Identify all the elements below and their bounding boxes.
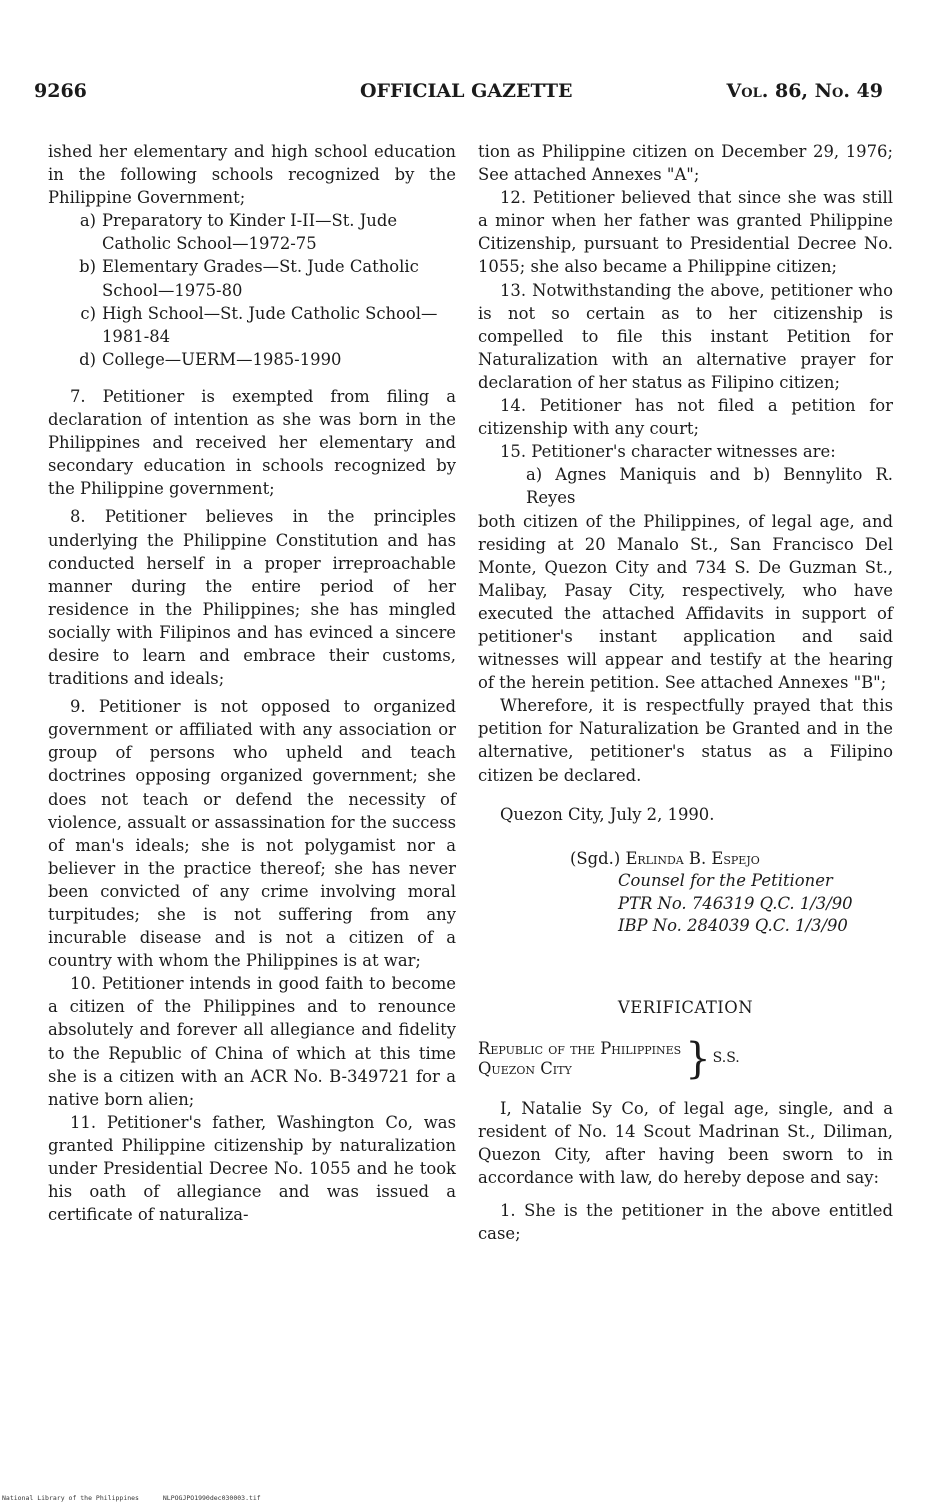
paragraph-12: 12. Petitioner believed that since she was still a minor when her father was granted Philippine Citizenship, pursuant to Presidential Decree No. 1055; she also became a Philippine citizen; [478, 188, 893, 277]
witness-details: both citizen of the Philippines, of legal age, and residing at 20 Manalo St., San Francisco Del Monte, Quezon City and 734 S. De Guzman St., Malibay, Pasay City, respectively, who have executed the attached Affidavits in support of petitioner's instant application and said witnesses will appear and testify at the hearing of the herein petition. See attached Annexes "B"; [478, 511, 893, 693]
paragraph-11: 11. Petitioner's father, Washington Co, was granted Philippine citizenship by naturalization under Presidential Decree No. 1055 and he took his oath of allegiance and was issued a certificate of naturaliza- [48, 1112, 456, 1225]
ptr-number: PTR No. 746319 Q.C. 1/3/90 [618, 893, 853, 913]
paragraph-8: 8. Petitioner believes in the principles underlying the Philippine Constitution and has conducted herself in a proper irreproachable manner during the entire period of her residence in the Philippines; she has mingled socially with Filipinos and has evinced a sincere desire to learn and embrace their customs, traditions and ideals; [48, 507, 456, 689]
school-item [48, 348, 456, 371]
scan-footer [2, 1494, 281, 1502]
ibp-number: IBP No. 284039 Q.C. 1/3/90 [618, 916, 848, 936]
school-label: d) [79, 349, 96, 369]
paragraph-11-continued: tion as Philippine citizen on December 29, 1976; See attached Annexes "A"; [478, 142, 893, 185]
prayer-paragraph: Wherefore, it is respectfully prayed that this petition for Naturalization be Granted and in the alternative, petitioner's status as a Filipino citizen be declared. [478, 696, 893, 785]
school-text: Preparatory to Kinder I-II—St. Jude Catholic School—1972-75 [102, 211, 398, 254]
school-item [48, 302, 456, 348]
signature-block [478, 848, 893, 938]
footer-library: National Library of the Philippines [2, 1494, 139, 1502]
witness-names: a) Agnes Maniquis and b) Bennylito R. Reyes [526, 465, 893, 508]
page-number: 9266 [34, 80, 87, 102]
school-text: Elementary Grades—St. Jude Catholic School—1975-80 [102, 257, 419, 300]
school-list [48, 209, 456, 371]
paragraph-15: 15. Petitioner's character witnesses are: [500, 442, 836, 462]
gazette-title: OFFICIAL GAZETTE [360, 80, 573, 102]
brace-icon: } [685, 1034, 711, 1083]
footer-file-ref: NLPOGJPO1990dec030003.tif [162, 1494, 261, 1502]
school-text: College—UERM—1985-1990 [102, 349, 342, 369]
counsel-name: Erlinda B. Espejo [625, 848, 760, 868]
left-column [48, 140, 456, 1226]
venue-block [478, 1034, 893, 1083]
venue-city: Quezon City [478, 1058, 572, 1078]
school-text: High School—St. Jude Catholic School—1981-84 [102, 303, 438, 346]
paragraph-9: 9. Petitioner is not opposed to organized government or affiliated with any association or group of persons who upheld and teach doctrines opposing organized government; she does not teach or defend the necessity of violence, assualt or assassination for the success of man's ideals; she is not polygamist nor a believer in the practice thereof; she has never been convicted of any crime involving moral turpitudes; she is not suffering from any incurable disease and is not a citizen of a country with whom the Philippines is at war; [48, 697, 456, 971]
paragraph-7: 7. Petitioner is exempted from filing a declaration of intention as she was born in the Philippines and received her elementary and secondary education in schools recognized by the Philippine government; [48, 386, 456, 499]
venue-republic: Republic of the Philippines [478, 1038, 682, 1058]
venue-lines [478, 1039, 681, 1079]
volume-number: Vol. 86, No. 49 [726, 80, 883, 102]
school-item [48, 255, 456, 301]
signed-marker: (Sgd.) [570, 848, 621, 868]
school-label: a) [79, 211, 96, 231]
school-item [48, 209, 456, 255]
paragraph-intro: ished her elementary and high school education in the following schools recognized by the Philippine Government; [48, 142, 456, 208]
affiant-intro: I, Natalie Sy Co, of legal age, single, and a resident of No. 14 Scout Madrinan St., Diliman, Quezon City, after having been sworn to in accordance with law, do hereby depose and say: [478, 1098, 893, 1188]
signature-name-line [570, 848, 893, 871]
venue-ss: S.S. [712, 1050, 740, 1067]
paragraph-10: 10. Petitioner intends in good faith to become a citizen of the Philippines and to renounce absolutely and forever all allegiance and fidelity to the Republic of China of which at this time she is a citizen with an ACR No. B-349721 for a native born alien; [48, 974, 456, 1109]
paragraph-13: 13. Notwithstanding the above, petitioner who is not so certain as to her citizenship is compelled to file this instant Petition for Naturalization with an alternative prayer for declaration of her status as Filipino citizen; [478, 280, 893, 392]
verification-heading: VERIFICATION [617, 997, 754, 1017]
school-label: b) [79, 257, 96, 277]
right-column [478, 140, 893, 1245]
school-label: c) [80, 303, 96, 323]
counsel-role: Counsel for the Petitioner [618, 871, 833, 891]
verification-item-1: 1. She is the petitioner in the above entitled case; [478, 1201, 893, 1244]
dateline: Quezon City, July 2, 1990. [500, 804, 715, 824]
paragraph-14: 14. Petitioner has not filed a petition for citizenship with any court; [478, 396, 893, 439]
